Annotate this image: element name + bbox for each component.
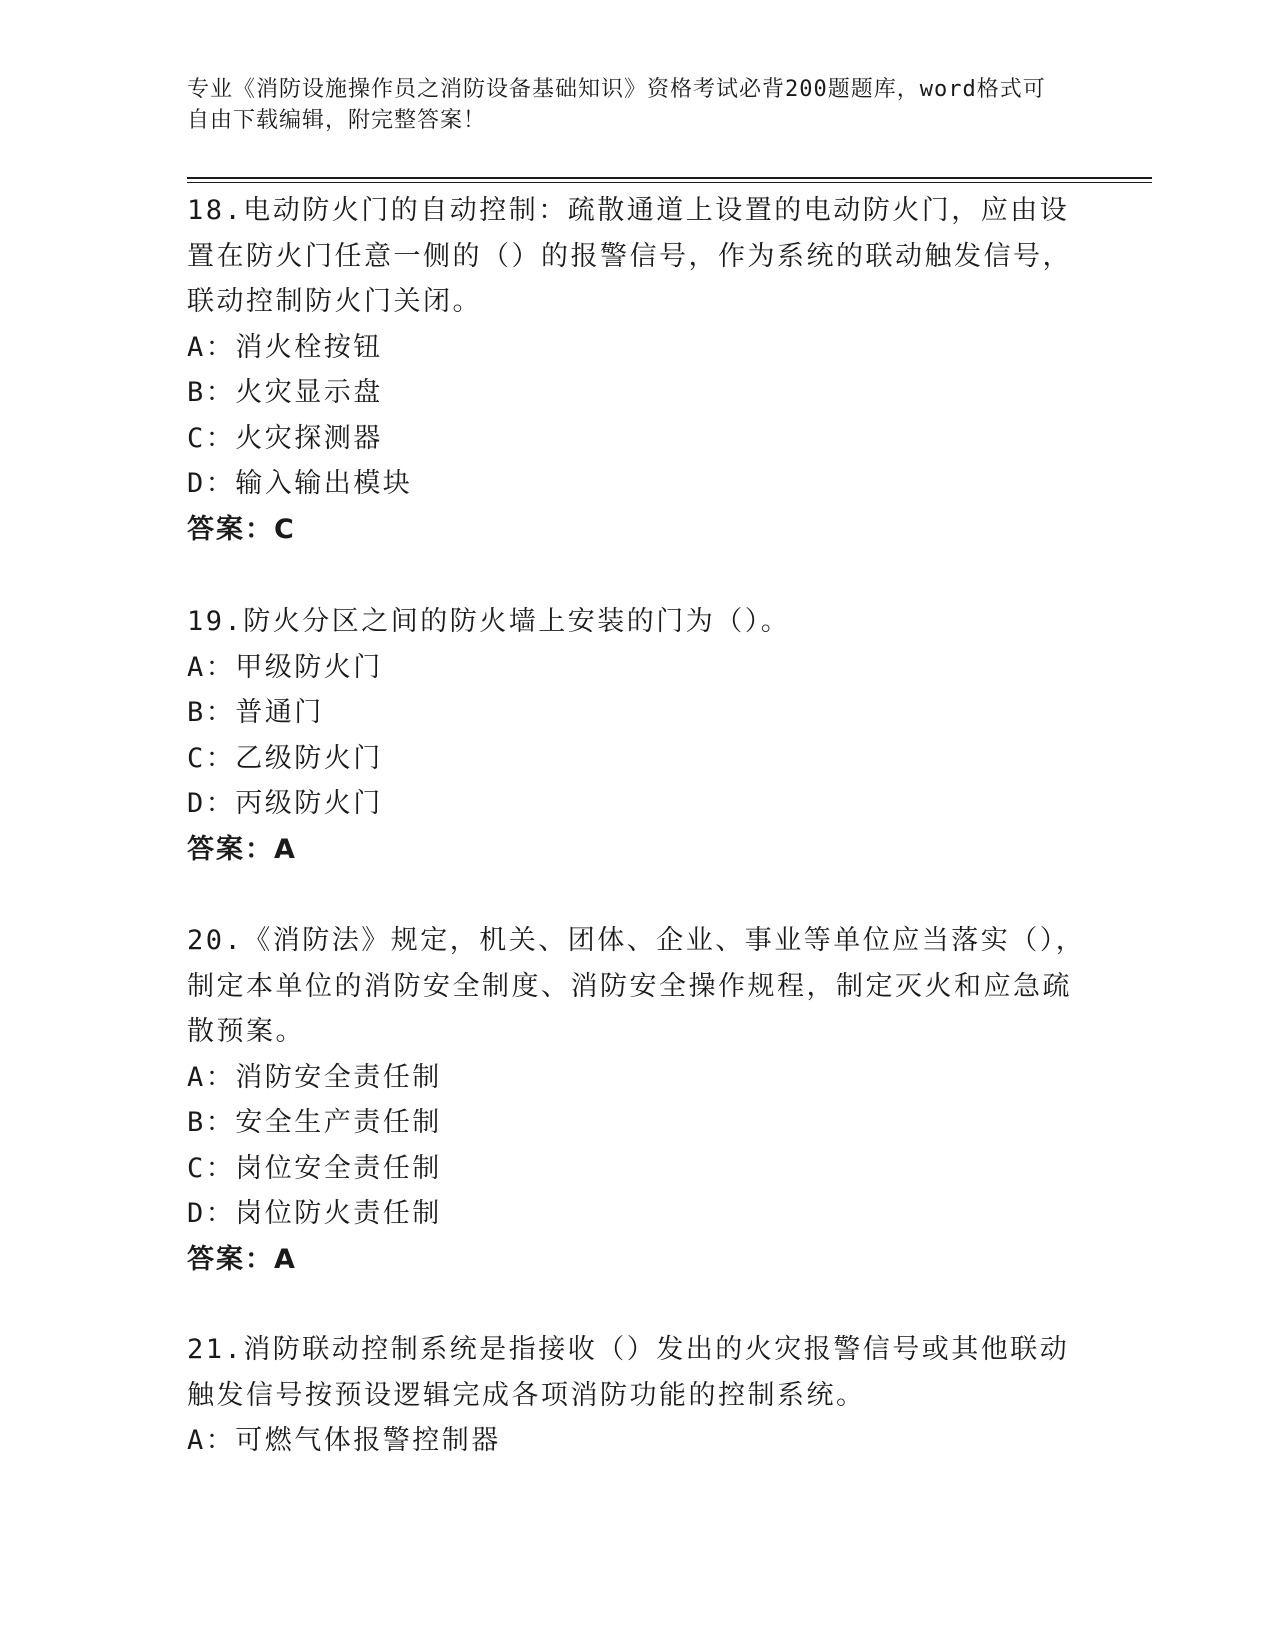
header-divider-thin [187, 182, 1152, 183]
option-b: B：安全生产责任制 [187, 1107, 442, 1138]
option-a: A：甲级防火门 [187, 651, 383, 683]
option-c: C：火灾探测器 [187, 422, 383, 454]
option-a: A：消火栓按钮 [187, 331, 383, 363]
answer: 答案：C [187, 513, 296, 545]
option-c: C：乙级防火门 [187, 742, 383, 774]
header-divider-thick [187, 177, 1152, 179]
option-d: D：岗位防火责任制 [187, 1198, 442, 1229]
option-d: D：丙级防火门 [187, 788, 383, 819]
question-20 [187, 918, 1087, 1282]
question-stem: 20.《消防法》规定，机关、团体、企业、事业等单位应当落实（），制定本单位的消防安全制度、消防安全操作规程，制定灭火和应急疏散预案。 [187, 925, 1086, 1047]
question-stem: 19.防火分区之间的防火墙上安装的门为（）。 [187, 606, 791, 637]
answer: 答案：A [187, 1243, 297, 1275]
question-18 [187, 188, 1087, 552]
option-b: B：普通门 [187, 697, 324, 728]
option-a: A：消防安全责任制 [187, 1061, 442, 1093]
answer: 答案：A [187, 833, 297, 865]
question-19 [187, 599, 1087, 872]
document-intro: 专业《消防设施操作员之消防设备基础知识》资格考试必背200题题库，word格式可自由下载编辑，附完整答案！ [187, 77, 1046, 133]
option-b: B：火灾显示盘 [187, 377, 383, 408]
question-stem: 18.电动防火门的自动控制：疏散通道上设置的电动防火门，应由设置在防火门任意一侧的（）的报警信号，作为系统的联动触发信号，联动控制防火门关闭。 [187, 195, 1072, 317]
option-c: C：岗位安全责任制 [187, 1152, 442, 1184]
question-21 [187, 1327, 1087, 1464]
question-stem: 21.消防联动控制系统是指接收（）发出的火灾报警信号或其他联动触发信号按预设逻辑完成各项消防功能的控制系统。 [187, 1334, 1070, 1411]
option-a: A：可燃气体报警控制器 [187, 1425, 501, 1456]
option-d: D：输入输出模块 [187, 468, 413, 499]
